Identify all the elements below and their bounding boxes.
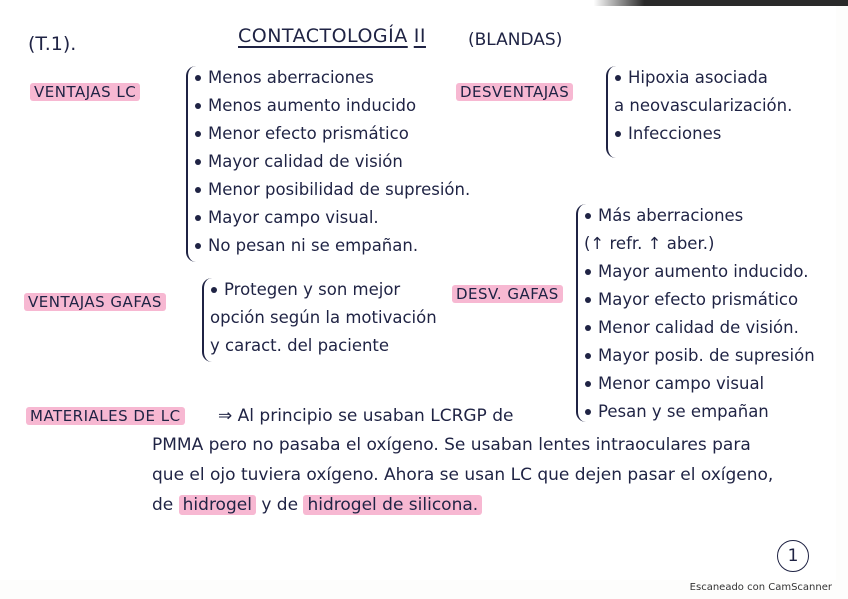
page-number: 1 [777, 540, 809, 572]
page-subtitle: (BLANDAS) [468, 30, 563, 50]
list-item: Menor efecto prismático [194, 120, 470, 148]
materiales-paragraph [152, 430, 832, 520]
paragraph-line: que el ojo tuviera oxígeno. Ahora se usan LC que dejen pasar el oxígeno, [152, 465, 774, 485]
materiales-first-line: ⇒ Al principio se usaban LCRGP de [218, 406, 514, 426]
page-title [238, 22, 426, 50]
highlight-hidrogel-silicona: hidrogel de silicona. [303, 495, 482, 515]
list-item: Mayor posib. de supresión [584, 342, 815, 370]
notebook-page [0, 6, 836, 580]
list-item: y caract. del paciente [210, 336, 390, 355]
desventajas-list [614, 64, 792, 148]
list-item: Menos aumento inducido [194, 92, 470, 120]
list-item: Infecciones [614, 120, 792, 148]
ventajas-lc-heading: VENTAJAS LC [30, 78, 140, 106]
course-label: (T.1). [28, 33, 77, 55]
list-item: Menor posibilidad de supresión. [194, 176, 470, 204]
list-item: (↑ refr. ↑ aber.) [584, 234, 715, 253]
list-item: Mayor efecto prismático [584, 286, 815, 314]
list-item: Hipoxia asociada [614, 64, 792, 92]
list-item: a neovascularización. [614, 96, 793, 115]
materiales-heading: MATERIALES DE LC [26, 402, 185, 430]
paragraph-line: de hidrogel y de hidrogel de silicona. [152, 490, 832, 520]
ventajas-lc-list [194, 64, 470, 260]
list-item: Mayor aumento inducido. [584, 258, 815, 286]
arrow-icon: ⇒ [218, 406, 233, 426]
title-text: CONTACTOLOGÍA [238, 25, 408, 47]
list-item: Mayor campo visual. [194, 204, 470, 232]
desv-gafas-heading: DESV. GAFAS [452, 280, 563, 308]
list-item: No pesan ni se empañan. [194, 232, 470, 260]
highlight-hidrogel: hidrogel [179, 495, 256, 515]
list-item: Más aberraciones [584, 202, 815, 230]
list-item: Menor campo visual [584, 370, 815, 398]
ventajas-gafas-list [210, 276, 437, 360]
list-item: Menos aberraciones [194, 64, 470, 92]
list-item: Mayor calidad de visión [194, 148, 470, 176]
title-number: II [413, 25, 426, 47]
scanner-watermark: Escaneado con CamScanner [689, 582, 832, 593]
paragraph-line: PMMA pero no pasaba el oxígeno. Se usaban lentes intraoculares para [152, 435, 751, 455]
ventajas-gafas-heading: VENTAJAS GAFAS [24, 288, 166, 316]
list-item: Pesan y se empañan [584, 398, 815, 426]
list-item: opción según la motivación [210, 308, 437, 327]
list-item: Protegen y son mejor [210, 276, 437, 304]
desv-gafas-list [584, 202, 815, 426]
list-item: Menor calidad de visión. [584, 314, 815, 342]
desventajas-heading: DESVENTAJAS [456, 78, 573, 106]
